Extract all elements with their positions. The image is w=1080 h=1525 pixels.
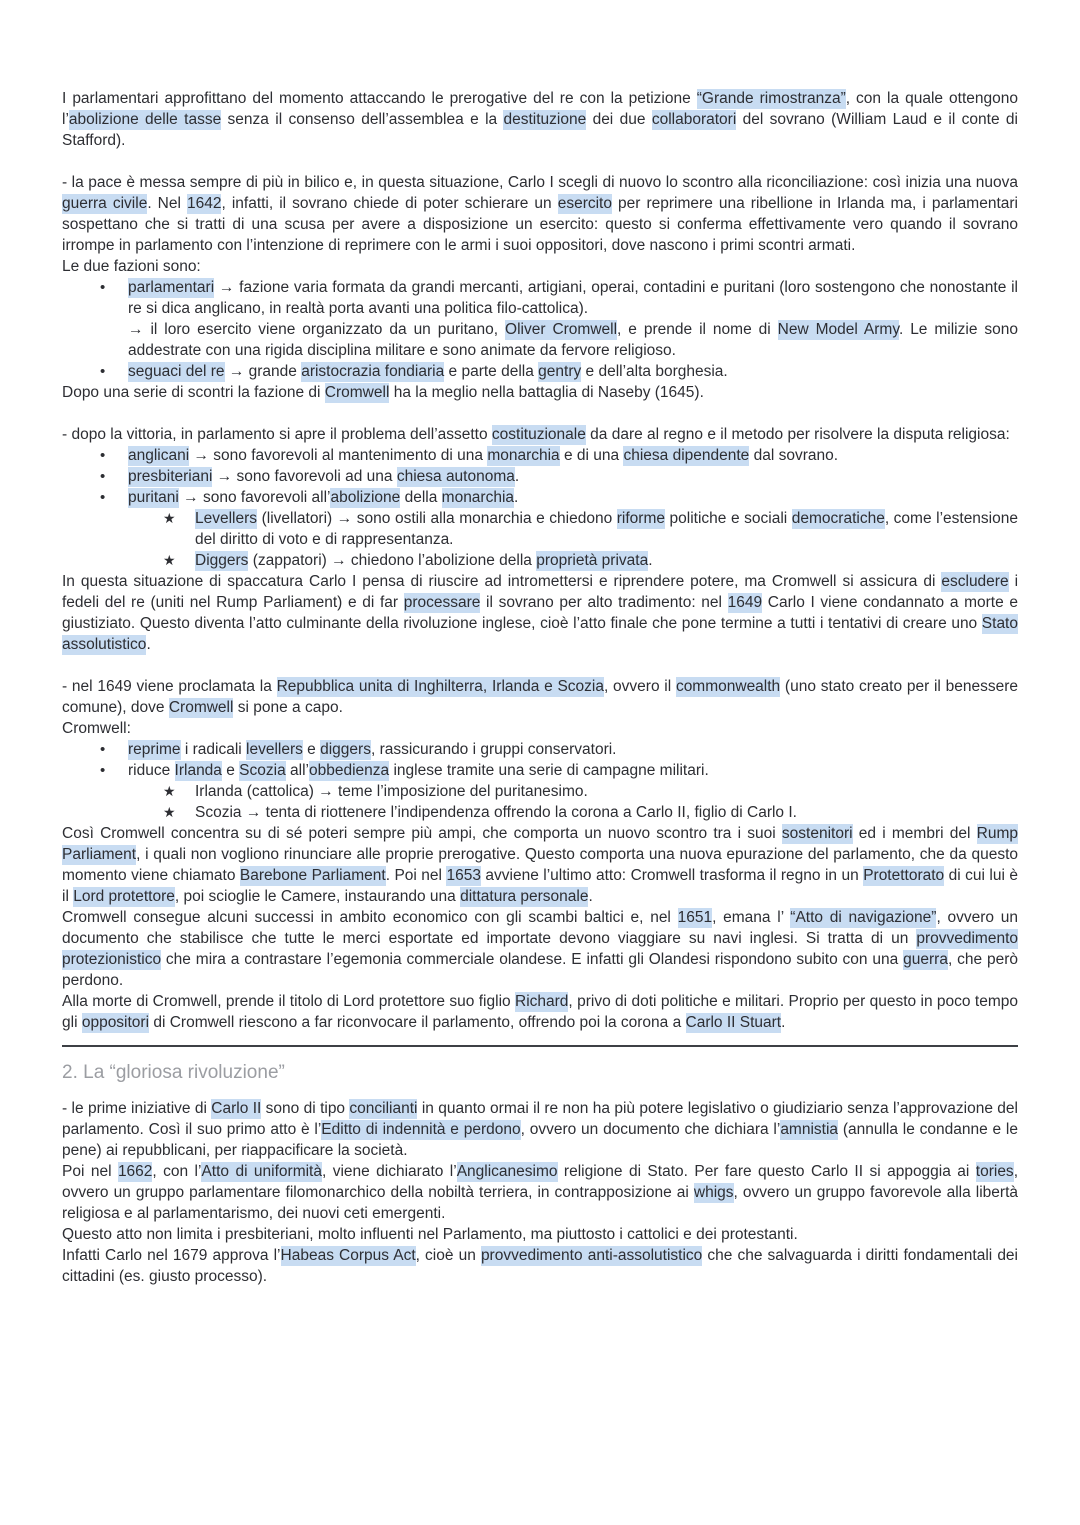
text-run: . xyxy=(588,888,593,905)
highlighted-term: gentry xyxy=(538,363,582,380)
highlighted-term: Levellers xyxy=(195,510,258,527)
text-run: e xyxy=(302,741,321,758)
text-run: , come l’estensione del diritto di voto e di rappresentanza. xyxy=(195,510,1018,548)
text-run: . Le milizie sono addestrate con una rigida disciplina militare e sono animate da fervore religioso. xyxy=(128,321,1018,359)
list-item xyxy=(62,739,1018,760)
arrow-continuation xyxy=(62,319,1018,361)
highlighted-term: destituzione xyxy=(503,111,587,128)
text-run: → sono favorevoli ad una xyxy=(212,468,397,485)
text-run: Così Cromwell concentra su di sé poteri sempre più ampi, che comporta un nuovo scontro tra i suoi xyxy=(62,825,782,842)
text-run: (uno stato creato per il benessere comune), dove xyxy=(62,678,1018,716)
highlighted-term: puritani xyxy=(128,489,179,506)
text-run: - dopo la vittoria, in parlamento si apre il problema dell’assetto xyxy=(62,426,492,443)
highlighted-term: chiesa autonoma xyxy=(396,468,515,485)
star-list-item xyxy=(62,508,1018,550)
text-run: (zappatori) → chiedono l’abolizione della xyxy=(248,552,537,569)
bullet-icon: • xyxy=(100,468,106,485)
highlighted-term: Atto di uniformità xyxy=(201,1163,322,1180)
text-run: , viene dichiarato l’ xyxy=(321,1163,457,1180)
highlighted-term: abolizione xyxy=(330,489,401,506)
highlighted-term: New Model Army xyxy=(777,321,899,338)
highlighted-term: Carlo II xyxy=(211,1100,262,1117)
highlighted-term: Cromwell xyxy=(168,699,234,716)
paragraph xyxy=(62,256,1018,277)
highlighted-term: reprime xyxy=(128,741,181,758)
highlighted-term: Richard xyxy=(515,993,569,1010)
highlighted-term: 1651 xyxy=(677,909,713,926)
star-list-item xyxy=(62,781,1018,802)
star-icon: ★ xyxy=(163,510,176,526)
text-run: all’ xyxy=(285,762,309,779)
list-item xyxy=(62,361,1018,382)
paragraph xyxy=(62,718,1018,739)
highlighted-term: 1653 xyxy=(446,867,481,884)
text-run: , ovvero un gruppo parlamentare filomonarchico della nobiltà terriera, in contrapposizione ai xyxy=(62,1163,1018,1201)
highlighted-term: tories xyxy=(975,1163,1014,1180)
highlighted-term: parlamentari xyxy=(128,279,215,296)
text-run: i fedeli del re (uniti nel Rump Parliament) e di far xyxy=(62,573,1019,611)
text-run: di cui lui è il xyxy=(62,867,1019,905)
highlighted-term: Anglicanesimo xyxy=(456,1163,558,1180)
text-run: i radicali xyxy=(180,741,247,758)
bullet-icon: • xyxy=(100,762,106,779)
highlighted-term: Editto di indennità e perdono xyxy=(321,1121,521,1138)
highlighted-term: 1662 xyxy=(117,1163,153,1180)
highlighted-term: seguaci del re xyxy=(128,363,225,380)
text-run: Irlanda (cattolica) → teme l’imposizione del puritanesimo. xyxy=(195,783,588,800)
text-run: . Poi nel xyxy=(385,867,447,884)
text-run: , ovvero il xyxy=(604,678,676,695)
text-run: , poi scioglie le Camere, instaurando una xyxy=(174,888,461,905)
text-run: sono di tipo xyxy=(261,1100,350,1117)
highlighted-term: anglicani xyxy=(128,447,190,464)
text-run: ha la meglio nella battaglia di Naseby (1645). xyxy=(389,384,704,401)
text-run: , con l’ xyxy=(152,1163,202,1180)
highlighted-term: oppositori xyxy=(81,1014,150,1031)
paragraph xyxy=(62,1098,1018,1161)
text-run: in quanto ormai il re non ha più potere legislativo o giudiziario senza l’approvazione del parlamento. Così il suo primo atto è l’ xyxy=(62,1100,1018,1138)
highlighted-term: “Grande rimostranza” xyxy=(696,90,846,107)
text-run: Cromwell consegue alcuni successi in ambito economico con gli scambi baltici e, nel xyxy=(62,909,678,926)
text-run: , privo di doti politiche e militari. Proprio per questo in poco tempo gli xyxy=(62,993,1018,1031)
highlighted-term: democratiche xyxy=(791,510,885,527)
text-run: In questa situazione di spaccatura Carlo I pensa di riuscire ad intromettersi e riprendere potere, ma Cromwell si assicura di xyxy=(62,573,942,590)
text-run: Carlo I viene condannato a morte e giustiziato. Questo diventa l’atto culminante della rivoluzione inglese, cioè l’atto finale che pone termine a tutti i tentativi di creare uno xyxy=(62,594,1018,632)
highlighted-term: 1642 xyxy=(186,195,222,212)
text-run: → il loro esercito viene organizzato da un puritano, xyxy=(128,321,506,338)
text-run: riduce xyxy=(128,762,175,779)
highlighted-term: dittatura personale xyxy=(460,888,589,905)
text-run: → sono favorevoli al mantenimento di una xyxy=(189,447,488,464)
text-run: , emana l’ xyxy=(712,909,791,926)
text-run: Dopo una serie di scontri la fazione di xyxy=(62,384,325,401)
highlighted-term: sostenitori xyxy=(781,825,853,842)
highlighted-term: Irlanda xyxy=(174,762,222,779)
highlighted-term: monarchia xyxy=(441,489,515,506)
star-icon: ★ xyxy=(163,804,176,820)
highlighted-term: escludere xyxy=(941,573,1009,590)
paragraph xyxy=(62,571,1018,655)
highlighted-term: obbedienza xyxy=(308,762,390,779)
highlighted-term: commonwealth xyxy=(675,678,781,695)
text-run: Scozia → tenta di riottenere l’indipendenza offrendo la corona a Carlo II, figlio di Carlo I. xyxy=(195,804,797,821)
paragraph xyxy=(62,1245,1018,1287)
text-run: Le due fazioni sono: xyxy=(62,258,201,275)
text-run: , ovvero un documento che dichiara l’ xyxy=(520,1121,781,1138)
highlighted-term: Habeas Corpus Act xyxy=(280,1247,416,1264)
paragraph xyxy=(62,382,1018,403)
text-run: . Nel xyxy=(147,195,187,212)
star-icon: ★ xyxy=(163,552,176,568)
bullet-icon: • xyxy=(100,279,106,296)
text-run: il sovrano per alto tradimento: nel xyxy=(480,594,728,611)
highlighted-term: aristocrazia fondiaria xyxy=(301,363,445,380)
highlighted-term: processare xyxy=(403,594,481,611)
text-run: della xyxy=(400,489,442,506)
list-item xyxy=(62,466,1018,487)
text-run: Alla morte di Cromwell, prende il titolo di Lord protettore suo figlio xyxy=(62,993,515,1010)
paragraph xyxy=(62,424,1018,445)
highlighted-term: guerra civile xyxy=(62,195,148,212)
text-run: e dell’alta borghesia. xyxy=(581,363,728,380)
text-run: - le prime iniziative di xyxy=(62,1100,212,1117)
highlighted-term: Oliver Cromwell xyxy=(505,321,618,338)
paragraph xyxy=(62,1224,1018,1245)
highlighted-term: provvedimento protezionistico xyxy=(62,930,1018,968)
star-list-item xyxy=(62,550,1018,571)
highlighted-term: Barebone Parliament xyxy=(239,867,386,884)
text-run: I parlamentari approfittano del momento attaccando le prerogative del re con la petizione xyxy=(62,90,697,107)
bullet-icon: • xyxy=(100,741,106,758)
text-run: senza il consenso dell’assemblea e la xyxy=(221,111,504,128)
highlighted-term: Carlo II Stuart xyxy=(685,1014,782,1031)
text-run: Questo atto non limita i presbiteriani, molto influenti nel Parlamento, ma piuttosto i cattolici e dei protestanti. xyxy=(62,1226,798,1243)
paragraph xyxy=(62,88,1018,151)
paragraph xyxy=(62,823,1018,907)
text-run: , rassicurando i gruppi conservatori. xyxy=(370,741,617,758)
highlighted-term: abolizione delle tasse xyxy=(68,111,222,128)
text-run: (livellatori) → sono ostili alla monarchia e chiedono xyxy=(257,510,617,527)
paragraph xyxy=(62,991,1018,1033)
blank-line xyxy=(62,655,1018,676)
highlighted-term: proprietà privata xyxy=(536,552,649,569)
text-run: , infatti, il sovrano chiede di poter schierare un xyxy=(221,195,558,212)
paragraph xyxy=(62,907,1018,991)
star-list-item xyxy=(62,802,1018,823)
text-run: e di una xyxy=(559,447,624,464)
blank-line xyxy=(62,403,1018,424)
text-run: dal sovrano. xyxy=(749,447,839,464)
highlighted-term: collaboratori xyxy=(651,111,737,128)
highlighted-term: amnistia xyxy=(780,1121,839,1138)
text-run: di Cromwell riescono a far riconvocare il parlamento, offrendo poi la corona a xyxy=(149,1014,686,1031)
text-run: . xyxy=(514,489,519,506)
paragraph xyxy=(62,172,1018,256)
text-run: → fazione varia formata da grandi mercanti, artigiani, operai, contadini e puritani (loro sostengono che nonostante il re si dica anglicano, in realtà porta avanti una politica filo-cattolica). xyxy=(128,279,1018,317)
text-run: . xyxy=(146,636,151,653)
highlighted-term: “Atto di navigazione” xyxy=(790,909,937,926)
highlighted-term: 1649 xyxy=(727,594,763,611)
highlighted-term: monarchia xyxy=(487,447,560,464)
highlighted-term: Protettorato xyxy=(863,867,945,884)
highlighted-term: esercito xyxy=(557,195,612,212)
bullet-icon: • xyxy=(100,489,106,506)
text-run: . xyxy=(781,1014,786,1031)
text-run: religione di Stato. Per fare questo Carlo II si appoggia ai xyxy=(557,1163,976,1180)
highlighted-term: Stato assolutistico xyxy=(62,615,1018,653)
text-run: , con la quale ottengono l’ xyxy=(62,90,1019,128)
text-run: - nel 1649 viene proclamata la xyxy=(62,678,277,695)
text-run: , ovvero un gruppo favorevole alla libertà religiosa e al parlamentarismo, dei nuovi ceti emergenti. xyxy=(62,1184,1018,1222)
highlighted-term: Rump Parliament xyxy=(62,825,1018,863)
text-run: che mira a contrastare l’egemonia commerciale olandese. E infatti gli Olandesi rispondono subito con una xyxy=(161,951,904,968)
highlighted-term: costituzionale xyxy=(491,426,586,443)
text-run: , ovvero un documento che stabilisce che tutte le merci esportate ed importate devono viaggiare su navi inglesi. Si tratta di un xyxy=(62,909,1018,947)
text-run: , che però perdono. xyxy=(62,951,1018,989)
list-item xyxy=(62,277,1018,319)
bullet-icon: • xyxy=(100,363,106,380)
document-content xyxy=(62,88,1018,1287)
paragraph xyxy=(62,676,1018,718)
text-run: → sono favorevoli all’ xyxy=(178,489,331,506)
text-run: e xyxy=(221,762,240,779)
text-run: , cioè un xyxy=(415,1247,481,1264)
highlighted-term: Repubblica unita di Inghilterra, Irlanda e Scozia xyxy=(276,678,604,695)
text-run: avviene l’ultimo atto: Cromwell trasforma il regno in un xyxy=(480,867,864,884)
highlighted-term: Diggers xyxy=(195,552,249,569)
highlighted-term: Cromwell xyxy=(324,384,390,401)
text-run: ed i membri del xyxy=(852,825,977,842)
text-run: Cromwell: xyxy=(62,720,131,737)
list-item xyxy=(62,487,1018,508)
text-run: Poi nel xyxy=(62,1163,118,1180)
highlighted-term: concilianti xyxy=(349,1100,418,1117)
section-divider xyxy=(62,1045,1018,1047)
paragraph xyxy=(62,1161,1018,1224)
highlighted-term: diggers xyxy=(320,741,371,758)
text-run: inglese tramite una serie di campagne militari. xyxy=(389,762,709,779)
star-icon: ★ xyxy=(163,783,176,799)
highlighted-term: riforme xyxy=(616,510,665,527)
highlighted-term: Lord protettore xyxy=(73,888,175,905)
bullet-icon: • xyxy=(100,447,106,464)
highlighted-term: whigs xyxy=(693,1184,734,1201)
text-run: Infatti Carlo nel 1679 approva l’ xyxy=(62,1247,281,1264)
text-run: del sovrano (William Laud e il conte di Stafford). xyxy=(62,111,1018,149)
highlighted-term: guerra xyxy=(903,951,948,968)
text-run: e parte della xyxy=(444,363,539,380)
highlighted-term: presbiteriani xyxy=(128,468,213,485)
blank-line xyxy=(62,151,1018,172)
text-run: dei due xyxy=(586,111,652,128)
list-item xyxy=(62,445,1018,466)
text-run: si pone a capo. xyxy=(233,699,343,716)
highlighted-term: levellers xyxy=(246,741,303,758)
highlighted-term: provvedimento anti-assolutistico xyxy=(480,1247,703,1264)
highlighted-term: chiesa dipendente xyxy=(623,447,750,464)
highlighted-term: Scozia xyxy=(239,762,286,779)
text-run: . xyxy=(648,552,653,569)
list-item xyxy=(62,760,1018,781)
text-run: per reprimere una ribellione in Irlanda ma, i parlamentari sospettano che si tratti di una scusa per avere a disposizione un esercito: questo si conferma effettivamente vero quando il sovrano irrompe in parlamento con l’intenzione di reprimere con le armi i suoi oppositori, dove nascono i primi scontri armati. xyxy=(62,195,1018,254)
section-heading: 2. La “gloriosa rivoluzione” xyxy=(62,1062,285,1083)
text-run: (annulla le condanne e le pene) ai repubblicani, per riappacificare la società. xyxy=(62,1121,1018,1159)
text-run: politiche e sociali xyxy=(665,510,792,527)
text-run: - la pace è messa sempre di più in bilico e, in questa situazione, Carlo I scegli di nuovo lo scontro alla riconciliazione: così inizia una nuova xyxy=(62,174,1018,191)
text-run: , e prende il nome di xyxy=(617,321,778,338)
text-run: → grande xyxy=(224,363,302,380)
text-run: che che salvaguarda i diritti fondamentali dei cittadini (es. giusto processo). xyxy=(62,1247,1018,1285)
text-run: da dare al regno e il metodo per risolvere la disputa religiosa: xyxy=(585,426,1010,443)
text-run: , i quali non vogliono rinunciare alle proprie prerogative. Questo comporta una nuova epurazione del parlamento, che da questo momento viene chiamato xyxy=(62,846,1018,884)
text-run: . xyxy=(514,468,520,485)
